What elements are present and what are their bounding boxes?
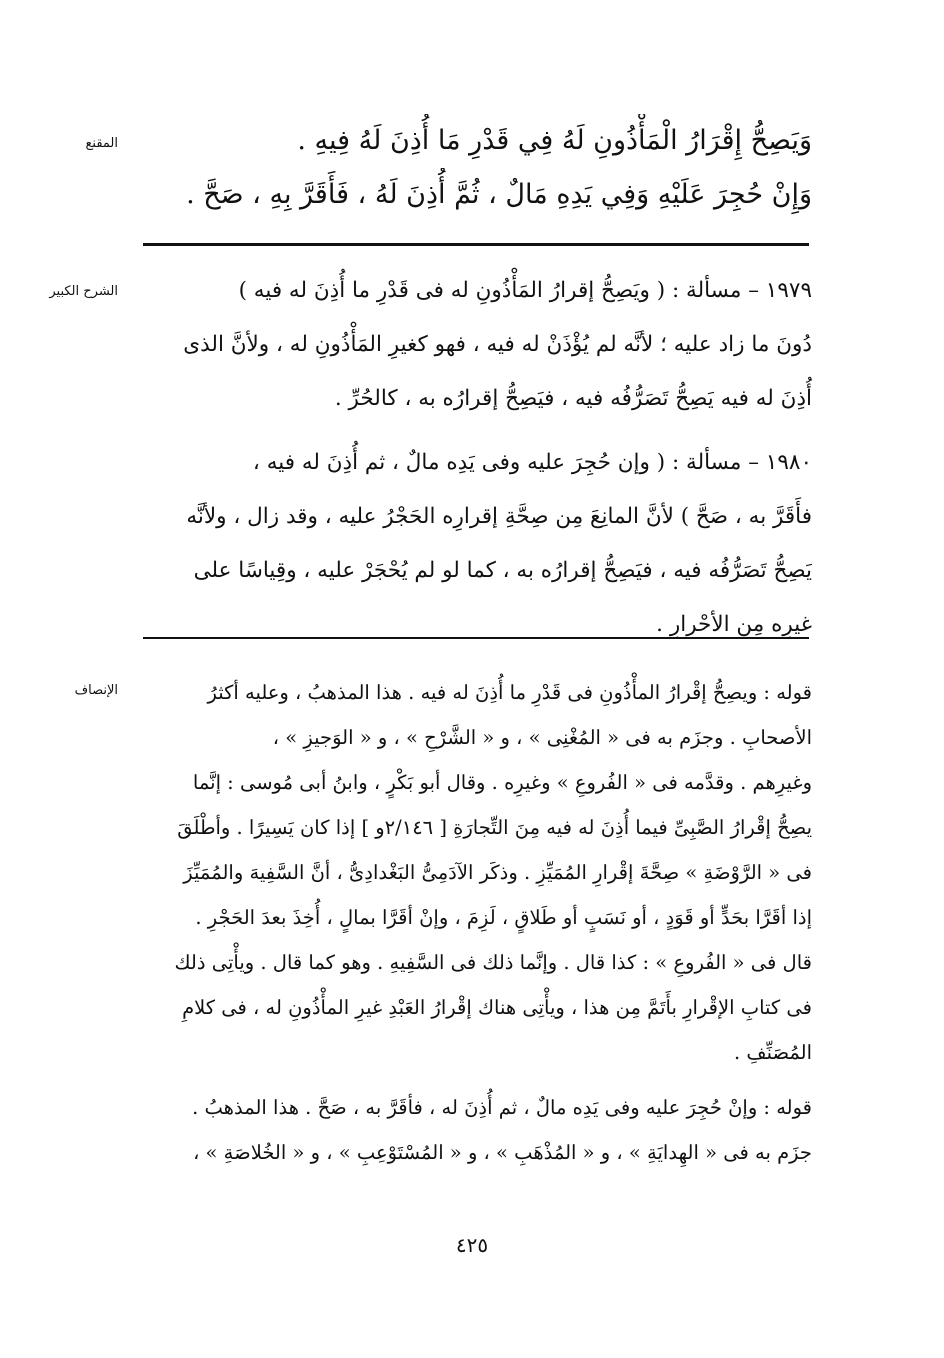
section-label-insaf: الإنصاف: [74, 683, 118, 698]
page-number: ٤٢٥: [455, 1233, 489, 1257]
sharh-line: غيرِه مِن الأحْرارِ .: [656, 612, 812, 637]
insaf-line: إذا أقَرَّا بحَدٍّ أو قَوَدٍ ، أو نَسَبٍ أو طَلاقٍ ، لَزِمَ ، وإنْ أقَرَّا بمالٍ ، أُخِذَ بعدَ الحَجْرِ .: [195, 906, 812, 929]
sharh-line: دُونَ ما زاد عليه ؛ لأنَّه لم يُؤْذَنْ له فيه ، فهو كغيرِ المَأْذُونِ له ، ولأنَّ الذى: [183, 332, 812, 357]
insaf-line: يصِحُّ إقْرارُ الصَّبِىِّ فيما أُذِنَ له فيه مِنَ التِّجارَةِ [ ٢/١٤٦و ] إذا كان يَسِيرًا . وأطْلَقَ: [177, 816, 812, 839]
sharh-line: أُذِنَ له فيه يَصِحُّ تَصَرُّفُه فيه ، فيَصِحُّ إقرارُه به ، كالحُرِّ .: [334, 386, 812, 411]
insaf-line: الأصحابِ . وجزَم به فى « المُغْنِى » ، و « الشَّرْحِ » ، و « الوَجيزِ » ،: [272, 726, 812, 749]
insaf-line: فى « الرَّوْضَةِ » صِحَّةَ إقْرارِ المُمَيِّزِ . وذكَر الآدَمِىُّ البَغْدادِىُّ ، أنَّ السَّفِيهَ والمُمَيِّزَ: [183, 861, 812, 884]
insaf-line: فى كتابِ الإقْرارِ بأَتَمَّ مِن هذا ، ويأْتِى هناك إقْرارُ العَبْدِ غيرِ المأْذُونِ له ، فى كلامِ: [182, 996, 812, 1019]
insaf-text: [140, 670, 812, 1175]
insaf-line: المُصَنِّفِ .: [733, 1041, 812, 1064]
insaf-line: قال فى « الفُروعِ » : كذا قال . وإنَّما ذلك فى السَّفِيهِ . وهو كما قال . ويأْتِى ذلك: [174, 951, 812, 974]
insaf-line: جزَم به فى « الهِدايَةِ » ، و « المُذْهَبِ » ، و « المُسْتَوْعِبِ » ، و « الخُلاصَةِ » ،: [193, 1141, 812, 1164]
section-label-muqni: المقنع: [85, 136, 118, 151]
sharh-line: فأَقَرَّ به ، صَحَّ ) لأنَّ المانِعَ مِن صِحَّةِ إقرارِه الحَجْرُ عليه ، وقد زال ، ولأنَّه: [186, 504, 812, 529]
insaf-line: قوله : وإنْ حُجِرَ عليه وفى يَدِه مالٌ ، ثم أُذِنَ له ، فأقَرَّ به ، صَحَّ . هذا المذهبُ .: [192, 1096, 812, 1119]
divider-thin: [143, 637, 809, 639]
sharh-line: يَصِحُّ تَصَرُّفُه فيه ، فيَصِحُّ إقرارُه به ، كما لو لم يُحْجَرْ عليه ، وقِياسًا على: [193, 558, 812, 583]
muqni-line: وَيَصِحُّ إِقْرَارُ الْمَأْذُونِ لَهُ فِي قَدْرِ مَا أُذِنَ لَهُ فِيهِ .: [297, 125, 812, 156]
sharh-text: [140, 264, 812, 652]
muqni-line: وَإِنْ حُجِرَ عَلَيْهِ وَفِي يَدِهِ مَالٌ ، ثُمَّ أُذِنَ لَهُ ، فَأَقَرَّ بِهِ ، صَحَّ .: [186, 179, 812, 210]
sharh-line: ١٩٨٠ – مسألة : ( وإن حُجِرَ عليه وفى يَدِه مالٌ ، ثم أُذِنَ له فيه ،: [252, 450, 812, 475]
muqni-text: [140, 114, 812, 222]
section-label-sharh: الشرح الكبير: [49, 284, 118, 299]
insaf-line: وغيرِهم . وقدَّمه فى « الفُروعِ » وغيرِه . وقال أبو بَكْرٍ ، وابنُ أبى مُوسى : إنَّما: [192, 771, 812, 794]
insaf-line: قوله : ويصِحُّ إقْرارُ المأْذُونِ فى قَدْرِ ما أُذِنَ له فيه . هذا المذهبُ ، وعليه أكثرُ: [207, 681, 812, 704]
divider-thick: [143, 243, 809, 246]
sharh-line: ١٩٧٩ – مسألة : ( ويَصِحُّ إقرارُ المَأْذُونِ له فى قَدْرِ ما أُذِنَ له فيه ): [238, 278, 812, 303]
